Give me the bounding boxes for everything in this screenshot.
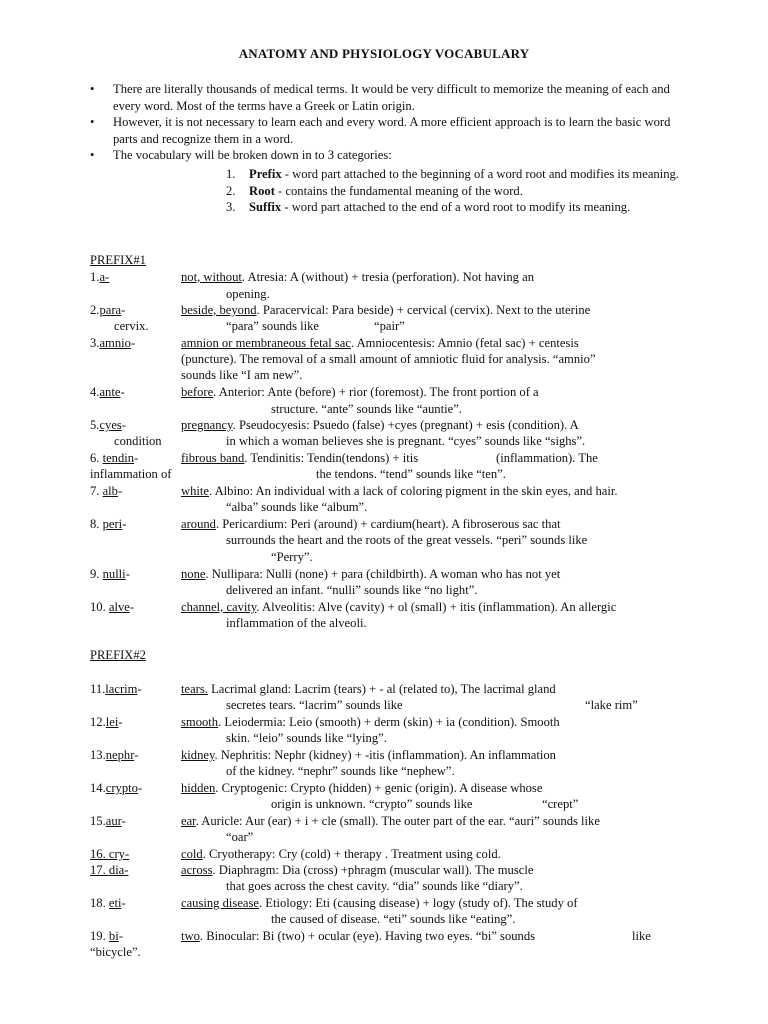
category-term: Suffix (249, 200, 282, 214)
entry-continuation: (puncture). The removal of a small amount of amniotic fluid for analysis. “amnio” (181, 352, 596, 366)
category-desc: - word part attached to the beginning of a word root and modifies its meaning. (281, 167, 679, 181)
prefix-term: ante (99, 385, 121, 399)
entry-number: 10. alve- (90, 600, 135, 614)
prefix-meaning: ear (181, 814, 196, 828)
bullet-item (90, 81, 690, 114)
entry-definition: white. Albino: An individual with a lack of coloring pigment in the skin eyes, and hair. (181, 484, 618, 498)
entry-continuation: secretes tears. “lacrim” sounds like (226, 698, 403, 712)
prefix-meaning: two (181, 929, 200, 943)
entry-continuation: skin. “leio” sounds like “lying”. (226, 731, 387, 745)
entry-continuation: like (632, 929, 651, 943)
prefix-term: nephr (105, 748, 135, 762)
entry-continuation: inflammation of (90, 467, 172, 481)
bullet-item (90, 114, 690, 147)
category-list (226, 166, 686, 216)
prefix-term: amnio (99, 336, 131, 350)
entry-continuation: delivered an infant. “nulli” sounds like “no light”. (226, 583, 478, 597)
bullet-text: There are literally thousands of medical terms. It would be very difficult to memorize the meaning of each and every word. Most of the terms have a Greek or Latin origin. (113, 82, 670, 113)
entry-continuation: inflammation of the alveoli. (226, 616, 367, 630)
entry-continuation: “alba” sounds like “album”. (226, 500, 368, 514)
entry-number: 2.para- (90, 303, 126, 317)
entry-continuation: the caused of disease. “eti” sounds like “eating”. (271, 912, 516, 926)
entry-number: 18. eti- (90, 896, 126, 910)
entry-continuation: “bicycle”. (90, 945, 141, 959)
entry-definition: two. Binocular: Bi (two) + ocular (eye). Having two eyes. “bi” sounds (181, 929, 536, 943)
prefix-meaning: causing disease (181, 896, 259, 910)
prefix-term: aur (105, 814, 122, 828)
prefix-term: bi (108, 929, 119, 943)
prefix-term: alb (102, 484, 118, 498)
category-item (226, 183, 686, 200)
entry-number: 11.lacrim- (90, 682, 142, 696)
prefix-term: eti (108, 896, 122, 910)
category-item (226, 166, 686, 183)
entry-number: 3.amnio- (90, 336, 136, 350)
prefix-meaning: kidney (181, 748, 215, 762)
entry-continuation: the tendons. “tend” sounds like “ten”. (316, 467, 506, 481)
entry-continuation: in which a woman believes she is pregnant. “cyes” sounds like “sighs”. (226, 434, 586, 448)
category-term: Prefix (249, 167, 282, 181)
entry-definition: channel, cavity. Alveolitis: Alve (cavity) + ol (small) + itis (inflammation). An allergic (181, 600, 617, 614)
prefix-term: cyes (99, 418, 122, 432)
entry-number: 12.lei- (90, 715, 123, 729)
section-heading-prefix-2: PREFIX#2 (90, 648, 146, 662)
entry-continuation: of the kidney. “nephr” sounds like “nephew”. (226, 764, 455, 778)
bullet-symbol: • (90, 148, 95, 162)
category-number: 2. (226, 183, 236, 198)
entry-number: 13.nephr- (90, 748, 139, 762)
entry-continuation: structure. “ante” sounds like “auntie”. (271, 402, 462, 416)
entry-continuation: sounds like “I am new”. (181, 368, 303, 382)
entry-definition: pregnancy. Pseudocyesis: Psuedo (false) +cyes (pregnant) + esis (condition). A (181, 418, 579, 432)
entry-number: 7. alb- (90, 484, 123, 498)
prefix-meaning: fibrous band (181, 451, 245, 465)
prefix-term: tendin (102, 451, 135, 465)
entry-definition: across. Diaphragm: Dia (cross) +phragm (muscular wall). The muscle (181, 863, 534, 877)
entry-continuation: cervix. (114, 319, 149, 333)
prefix-term: dia (108, 863, 125, 877)
prefix-term: peri (102, 517, 123, 531)
entry-number: 1.a- (90, 270, 110, 284)
entry-definition: fibrous band. Tendinitis: Tendin(tendons) + itis (181, 451, 419, 465)
entry-continuation: origin is unknown. “crypto” sounds like (271, 797, 473, 811)
prefix-meaning: before (181, 385, 214, 399)
entry-number: 8. peri- (90, 517, 127, 531)
prefix-term: para (99, 303, 122, 317)
entry-definition: before. Anterior: Ante (before) + rior (foremost). The front portion of a (181, 385, 539, 399)
entry-number: 9. nulli- (90, 567, 130, 581)
entry-continuation: “para” sounds like (226, 319, 320, 333)
entry-definition: tears. Lacrimal gland: Lacrim (tears) + - al (related to), The lacrimal gland (181, 682, 556, 696)
entry-number: 14.crypto- (90, 781, 143, 795)
entry-continuation: surrounds the heart and the roots of the great vessels. “peri” sounds like (226, 533, 588, 547)
category-number: 1. (226, 167, 236, 181)
entry-continuation: “pair” (374, 319, 405, 333)
entry-continuation: “lake rim” (585, 698, 638, 712)
prefix-meaning: none (181, 567, 206, 581)
prefix-term: lacrim (105, 682, 138, 696)
prefix-meaning: across (181, 863, 213, 877)
intro-bullet-list (90, 81, 690, 164)
prefix-meaning: smooth (181, 715, 219, 729)
prefix-term: lei (105, 715, 119, 729)
category-desc: - word part attached to the end of a word root to modify its meaning. (281, 200, 631, 214)
entry-definition: causing disease. Etiology: Eti (causing disease) + logy (study of). The study of (181, 896, 578, 910)
entry-number: 17. dia- (90, 863, 129, 877)
prefix-term: crypto (105, 781, 138, 795)
entry-number: 4.ante- (90, 385, 125, 399)
entry-number: 19. bi- (90, 929, 123, 943)
entry-definition: kidney. Nephritis: Nephr (kidney) + -itis (inflammation). An inflammation (181, 748, 556, 762)
entry-continuation: (inflammation). The (496, 451, 598, 465)
prefix-meaning: cold (181, 847, 203, 861)
bullet-symbol: • (90, 115, 95, 129)
prefix-meaning: beside, beyond (181, 303, 257, 317)
category-term: Root (249, 183, 275, 198)
prefix-meaning: channel, cavity (181, 600, 257, 614)
bullet-text: However, it is not necessary to learn each and every word. A more efficient approach is to learn the basic word parts and recognize them in a word. (113, 115, 671, 146)
entry-definition: hidden. Cryptogenic: Crypto (hidden) + genic (origin). A disease whose (181, 781, 543, 795)
prefix-meaning: amnion or membraneous fetal sac (181, 336, 351, 350)
entry-definition: amnion or membraneous fetal sac. Amniocentesis: Amnio (fetal sac) + centesis (181, 336, 579, 350)
prefix-meaning: pregnancy (181, 418, 233, 432)
bullet-text: The vocabulary will be broken down in to 3 categories: (113, 148, 392, 162)
entry-number: 15.aur- (90, 814, 126, 828)
prefix-meaning: white (181, 484, 209, 498)
entry-definition: cold. Cryotherapy: Cry (cold) + therapy . Treatment using cold. (181, 847, 501, 861)
prefix-term: alve (108, 600, 130, 614)
entry-number: 16. cry- (90, 847, 130, 861)
entry-continuation: that goes across the chest cavity. “dia” sounds like “diary”. (226, 879, 523, 893)
entry-number: 5.cyes- (90, 418, 127, 432)
prefix-meaning: around (181, 517, 216, 531)
entry-definition: not, without. Atresia: A (without) + tresia (perforation). Not having an (181, 270, 535, 284)
prefix-term: nulli (102, 567, 126, 581)
entry-continuation: condition (114, 434, 162, 448)
entry-definition: around. Pericardium: Peri (around) + cardium(heart). A fibroserous sac that (181, 517, 561, 531)
category-number: 3. (226, 200, 236, 214)
category-item (226, 199, 686, 216)
section-heading-prefix-1: PREFIX#1 (90, 253, 146, 267)
entry-number: 6. tendin- (90, 451, 139, 465)
entry-continuation: opening. (226, 287, 270, 301)
entry-continuation: “crept” (542, 797, 579, 811)
entry-definition: smooth. Leiodermia: Leio (smooth) + derm (skin) + ia (condition). Smooth (181, 715, 560, 729)
prefix-term: a- (99, 270, 110, 284)
bullet-symbol: • (90, 82, 95, 96)
prefix-meaning: tears. (181, 682, 208, 696)
entry-definition: none. Nullipara: Nulli (none) + para (childbirth). A woman who has not yet (181, 567, 561, 581)
entry-continuation: “oar” (226, 830, 254, 844)
prefix-meaning: not, without (181, 270, 242, 284)
entry-definition: ear. Auricle: Aur (ear) + i + cle (small). The outer part of the ear. “auri” sounds like (181, 814, 600, 828)
prefix-term: cry (108, 847, 125, 861)
prefix-meaning: hidden (181, 781, 216, 795)
bullet-item (90, 147, 690, 164)
entry-continuation: “Perry”. (271, 550, 313, 564)
page-title: ANATOMY AND PHYSIOLOGY VOCABULARY (238, 46, 530, 61)
category-desc: - contains the fundamental meaning of the word. (274, 183, 523, 198)
entry-definition: beside, beyond. Paracervical: Para beside) + cervical (cervix). Next to the uterine (181, 303, 591, 317)
